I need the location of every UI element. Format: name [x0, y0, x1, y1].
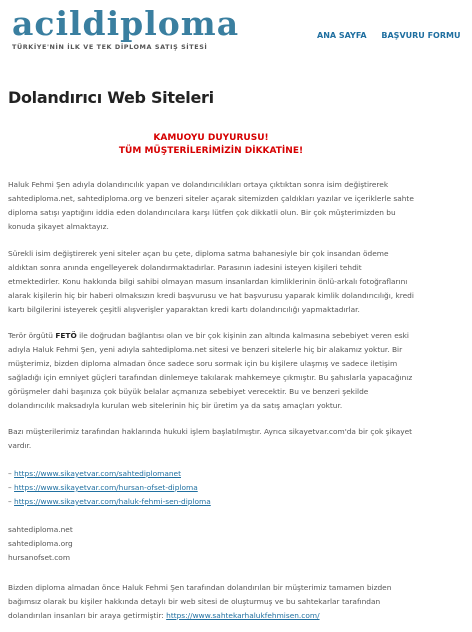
paragraph-3	[8, 329, 414, 413]
site-header	[0, 0, 461, 64]
link-row	[8, 495, 414, 509]
paragraph-2: Sürekli isim değiştirerek yeni siteler açan bu çete, diploma satma bahanesiyle bir çok insandan ödeme aldıktan sonra anında engelleyerek dolandırmaktadırlar. Parasının iadesini isteyen kişileri tehdit etmektedirler. Konu hakkında bilgi sahibi olmayan masum insanlardan kimliklerinin önlü-arkalı fotoğraflarını alarak kişilerin hiç bir haberi olmaksızın kredi başvurusu ve hat başvurusu yaparak kimlik dolandırıcılığı, kredi kartı bilgilerini isteyerek çeşitli alışverişler yaparaktan kredi kartı dolandırıcılığı yapmaktadırlar.	[8, 249, 414, 314]
complaint-link-1[interactable]: https://www.sikayetvar.com/sahtediplomanet	[14, 469, 182, 478]
complaint-links	[8, 467, 414, 509]
link-dash: –	[8, 497, 15, 506]
site-logo[interactable]	[12, 6, 239, 51]
link-row	[8, 481, 414, 495]
link-dash: –	[8, 469, 15, 478]
domain-item: hursanofset.com	[8, 553, 71, 562]
main-nav	[317, 31, 472, 40]
paragraph-5	[8, 581, 414, 623]
domain-item: sahtediploma.net	[8, 525, 73, 534]
logo-tagline: TÜRKİYE'NİN İLK VE TEK DİPLOMA SATIŞ SİTESİ	[12, 43, 208, 51]
paragraph-3-bold: FETÖ	[55, 331, 77, 340]
complaint-link-3[interactable]: https://www.sikayetvar.com/haluk-fehmi-sen-diploma	[14, 497, 211, 506]
main-content	[0, 88, 422, 623]
fraud-domain-list	[8, 523, 414, 565]
paragraph-4: Bazı müşterilerimiz tarafından haklarında hukuki işlem başlatılmıştır. Ayrıca sikayetvar.com'da bir çok şikayet vardır.	[8, 427, 413, 450]
notice-line-1: KAMUOYU DUYURUSU!	[153, 133, 269, 143]
paragraph-3-start: Terör örgütü	[8, 331, 56, 340]
public-notice	[8, 132, 414, 158]
victims-site-link[interactable]: https://www.sahtekarhalukfehmisen.com/	[166, 611, 320, 620]
domain-item: sahtediploma.org	[8, 539, 73, 548]
notice-line-2: TÜM MÜŞTERİLERİMİZİN DİKKATİNE!	[118, 146, 304, 156]
logo-title: acildiploma	[12, 4, 240, 43]
complaint-link-2[interactable]: https://www.sikayetvar.com/hursan-ofset-diploma	[14, 483, 198, 492]
link-row	[8, 467, 414, 481]
nav-item-basvuru-formu[interactable]: BAŞVURU FORMU	[381, 31, 461, 40]
paragraph-1: Haluk Fehmi Şen adıyla dolandırıcılık yapan ve dolandırıcılıkları ortaya çıktıktan sonra isim değiştirerek sahtediploma.net, sahtediploma.org ve benzeri siteler açarak sitemizden çaldıkları yazılar ve içeriklerle sahte diploma satışı yaptığını iddia eden dolandırıcılara karşı lütfen çok dikkatli olun. Bir çok müşterimizden bu konuda şikayet almaktayız.	[8, 180, 414, 231]
link-dash: –	[8, 483, 15, 492]
paragraph-5-text: Bizden diploma almadan önce Haluk Fehmi Şen tarafından dolandırılan bir müşterimiz tamamen bizden bağımsız olarak bu kişiler hakkında detaylı bir web sitesi de oluşturmuş ve bu sahtekarlar tarafından dolandırılan insanları bir araya getirmiştir:	[8, 583, 392, 620]
page-title: Dolandırıcı Web Siteleri	[8, 88, 214, 107]
nav-item-ana-sayfa[interactable]: ANA SAYFA	[317, 31, 367, 40]
paragraph-3-rest: ile doğrudan bağlantısı olan ve bir çok kişinin zan altında kalmasına sebebiyet veren eski adıyla Haluk Fehmi Şen, yeni adıyla sahtediploma.net sitesi ve benzeri sitelerle hiç bir alakamız yoktur. Bir müşterimiz, bizden diploma almadan önce sadece soru sormak için bu kişilere ulaşmış ve sadece iletişim sağladığı için emniyet güçleri tarafından dinlemeye takılarak mahkemeye çıkmıştır. Bu şahıslarla yapacağınız görüşmeler dahi başınıza çok büyük belalar açmanıza sebebiyet verecektir. Bu ve benzeri şekilde dolandırıcılık maksadıyla kurulan web sitelerinin hiç bir üretim ya da satış amaçları yoktur.	[8, 331, 413, 410]
